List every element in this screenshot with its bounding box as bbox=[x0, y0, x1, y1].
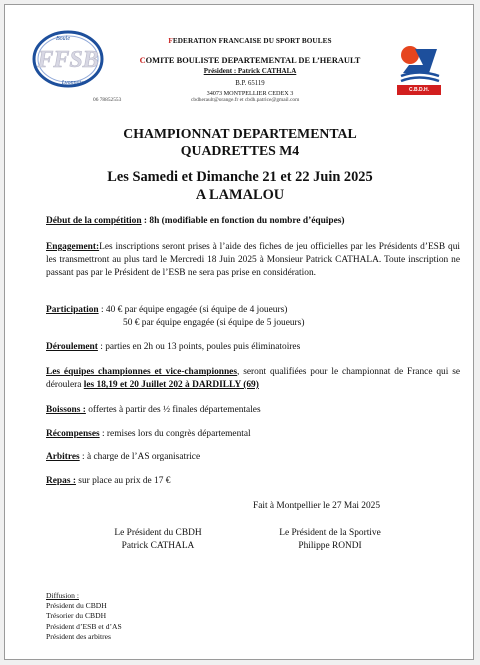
cbdh-tag: C.B.D.H. bbox=[397, 85, 441, 95]
diffusion-item: Président du CBDH bbox=[46, 601, 107, 611]
signature-cbdh-name: Patrick CATHALA bbox=[121, 541, 195, 551]
equipes-text: , seront qualifiées pour le championnat de France qui se déroulera bbox=[46, 367, 461, 390]
repas-text: sur place au prix de 17 € bbox=[75, 476, 171, 486]
address-line: 34073 MONTPELLIER CEDEX 3 bbox=[206, 90, 294, 97]
debut-label: Début de la compétition bbox=[46, 216, 142, 226]
deroulement-label: Déroulement bbox=[46, 342, 98, 352]
deroulement-text: : parties en 2h ou 13 points, poules puis éliminatoires bbox=[97, 342, 301, 352]
participation-label: Participation bbox=[46, 305, 99, 315]
signature-cbdh-title: Le Président du CBDH bbox=[114, 528, 202, 538]
boissons-text: offertes à partir des ½ finales départementales bbox=[85, 405, 261, 415]
svg-text:Boule: Boule bbox=[56, 36, 70, 42]
contact-line bbox=[93, 97, 383, 103]
recompenses-paragraph bbox=[46, 428, 460, 441]
signature-cbdh bbox=[83, 527, 233, 553]
participation-line-1: : 40 € par équipe engagée (si équipe de 4 joueurs) bbox=[98, 305, 288, 315]
federation-name: FEDERATION FRANCAISE DU SPORT BOULES bbox=[168, 37, 332, 45]
engagement-text: Les inscriptions seront prises à l’aide des fiches de jeu officielles par les Présidents d’ESB qui les transmettront au plus tard le Mercredi 18 Juin 2025 à Monsieur Patrick CATHALA. Toute inscription ne passant pas par le Président de l’ESB ne sera pas prise en considération. bbox=[46, 242, 460, 278]
equipes-dates: les 18,19 et 20 Juillet 202 à DARDILLY (69) bbox=[83, 380, 259, 390]
bp-line: B.P. 65119 bbox=[235, 80, 265, 87]
title-line-2: QUADRETTES M4 bbox=[180, 143, 300, 158]
svg-text:FFSB: FFSB bbox=[37, 47, 99, 73]
equipes-paragraph bbox=[46, 366, 460, 392]
signature-sportive-name: Philippe RONDI bbox=[298, 541, 362, 551]
arbitres-label: Arbitres bbox=[46, 452, 80, 462]
cbdh-logo bbox=[397, 43, 441, 103]
diffusion-label: Diffusion : bbox=[46, 591, 79, 600]
debut-text: : 8h (modifiable en fonction du nombre d’équipes) bbox=[141, 216, 345, 226]
svg-text:Lyonnaise: Lyonnaise bbox=[61, 80, 87, 86]
equipes-label: Les équipes championnes et vice-championnes bbox=[46, 367, 237, 377]
participation-line-2: 50 € par équipe engagée (si équipe de 5 joueurs) bbox=[123, 318, 305, 328]
boissons-label: Boissons : bbox=[46, 405, 86, 415]
event-date: Les Samedi et Dimanche 21 et 22 Juin 2025 bbox=[107, 169, 373, 185]
document-page bbox=[4, 4, 474, 660]
repas-paragraph bbox=[46, 475, 460, 488]
engagement-paragraph bbox=[46, 241, 460, 280]
signature-sportive bbox=[255, 527, 405, 553]
ffsb-logo bbox=[29, 27, 107, 91]
engagement-label: Engagement: bbox=[46, 242, 100, 252]
deroulement-paragraph bbox=[46, 341, 460, 354]
comite-name: COMITE BOULISTE DEPARTEMENTAL DE L’HERAULT bbox=[139, 56, 361, 65]
arbitres-text: : à charge de l’AS organisatrice bbox=[79, 452, 201, 462]
event-place: A LAMALOU bbox=[195, 187, 285, 203]
repas-label: Repas : bbox=[46, 476, 76, 486]
diffusion-item: Président d’ESB et d’AS bbox=[46, 621, 122, 631]
recompenses-label: Récompenses bbox=[46, 429, 100, 439]
diffusion-item: Trésorier du CBDH bbox=[46, 611, 107, 621]
participation-paragraph bbox=[46, 304, 460, 317]
phone-number: 06 78852553 bbox=[93, 97, 122, 103]
signature-date: Fait à Montpellier le 27 Mai 2025 bbox=[253, 501, 381, 511]
signature-sportive-title: Le Président de la Sportive bbox=[279, 528, 381, 538]
boissons-paragraph bbox=[46, 404, 460, 417]
email-addresses: cbdherault@orange.fr et cbdh.patrice@gmail.com bbox=[191, 97, 300, 103]
diffusion-item: Président des arbitres bbox=[46, 631, 111, 641]
recompenses-text: : remises lors du congrès départemental bbox=[99, 429, 251, 439]
title-line-1: CHAMPIONNAT DEPARTEMENTAL bbox=[123, 126, 357, 141]
diffusion-list bbox=[46, 591, 122, 642]
debut-paragraph bbox=[46, 215, 460, 228]
president-line: Président : Patrick CATHALA bbox=[203, 67, 297, 75]
arbitres-paragraph bbox=[46, 451, 460, 464]
